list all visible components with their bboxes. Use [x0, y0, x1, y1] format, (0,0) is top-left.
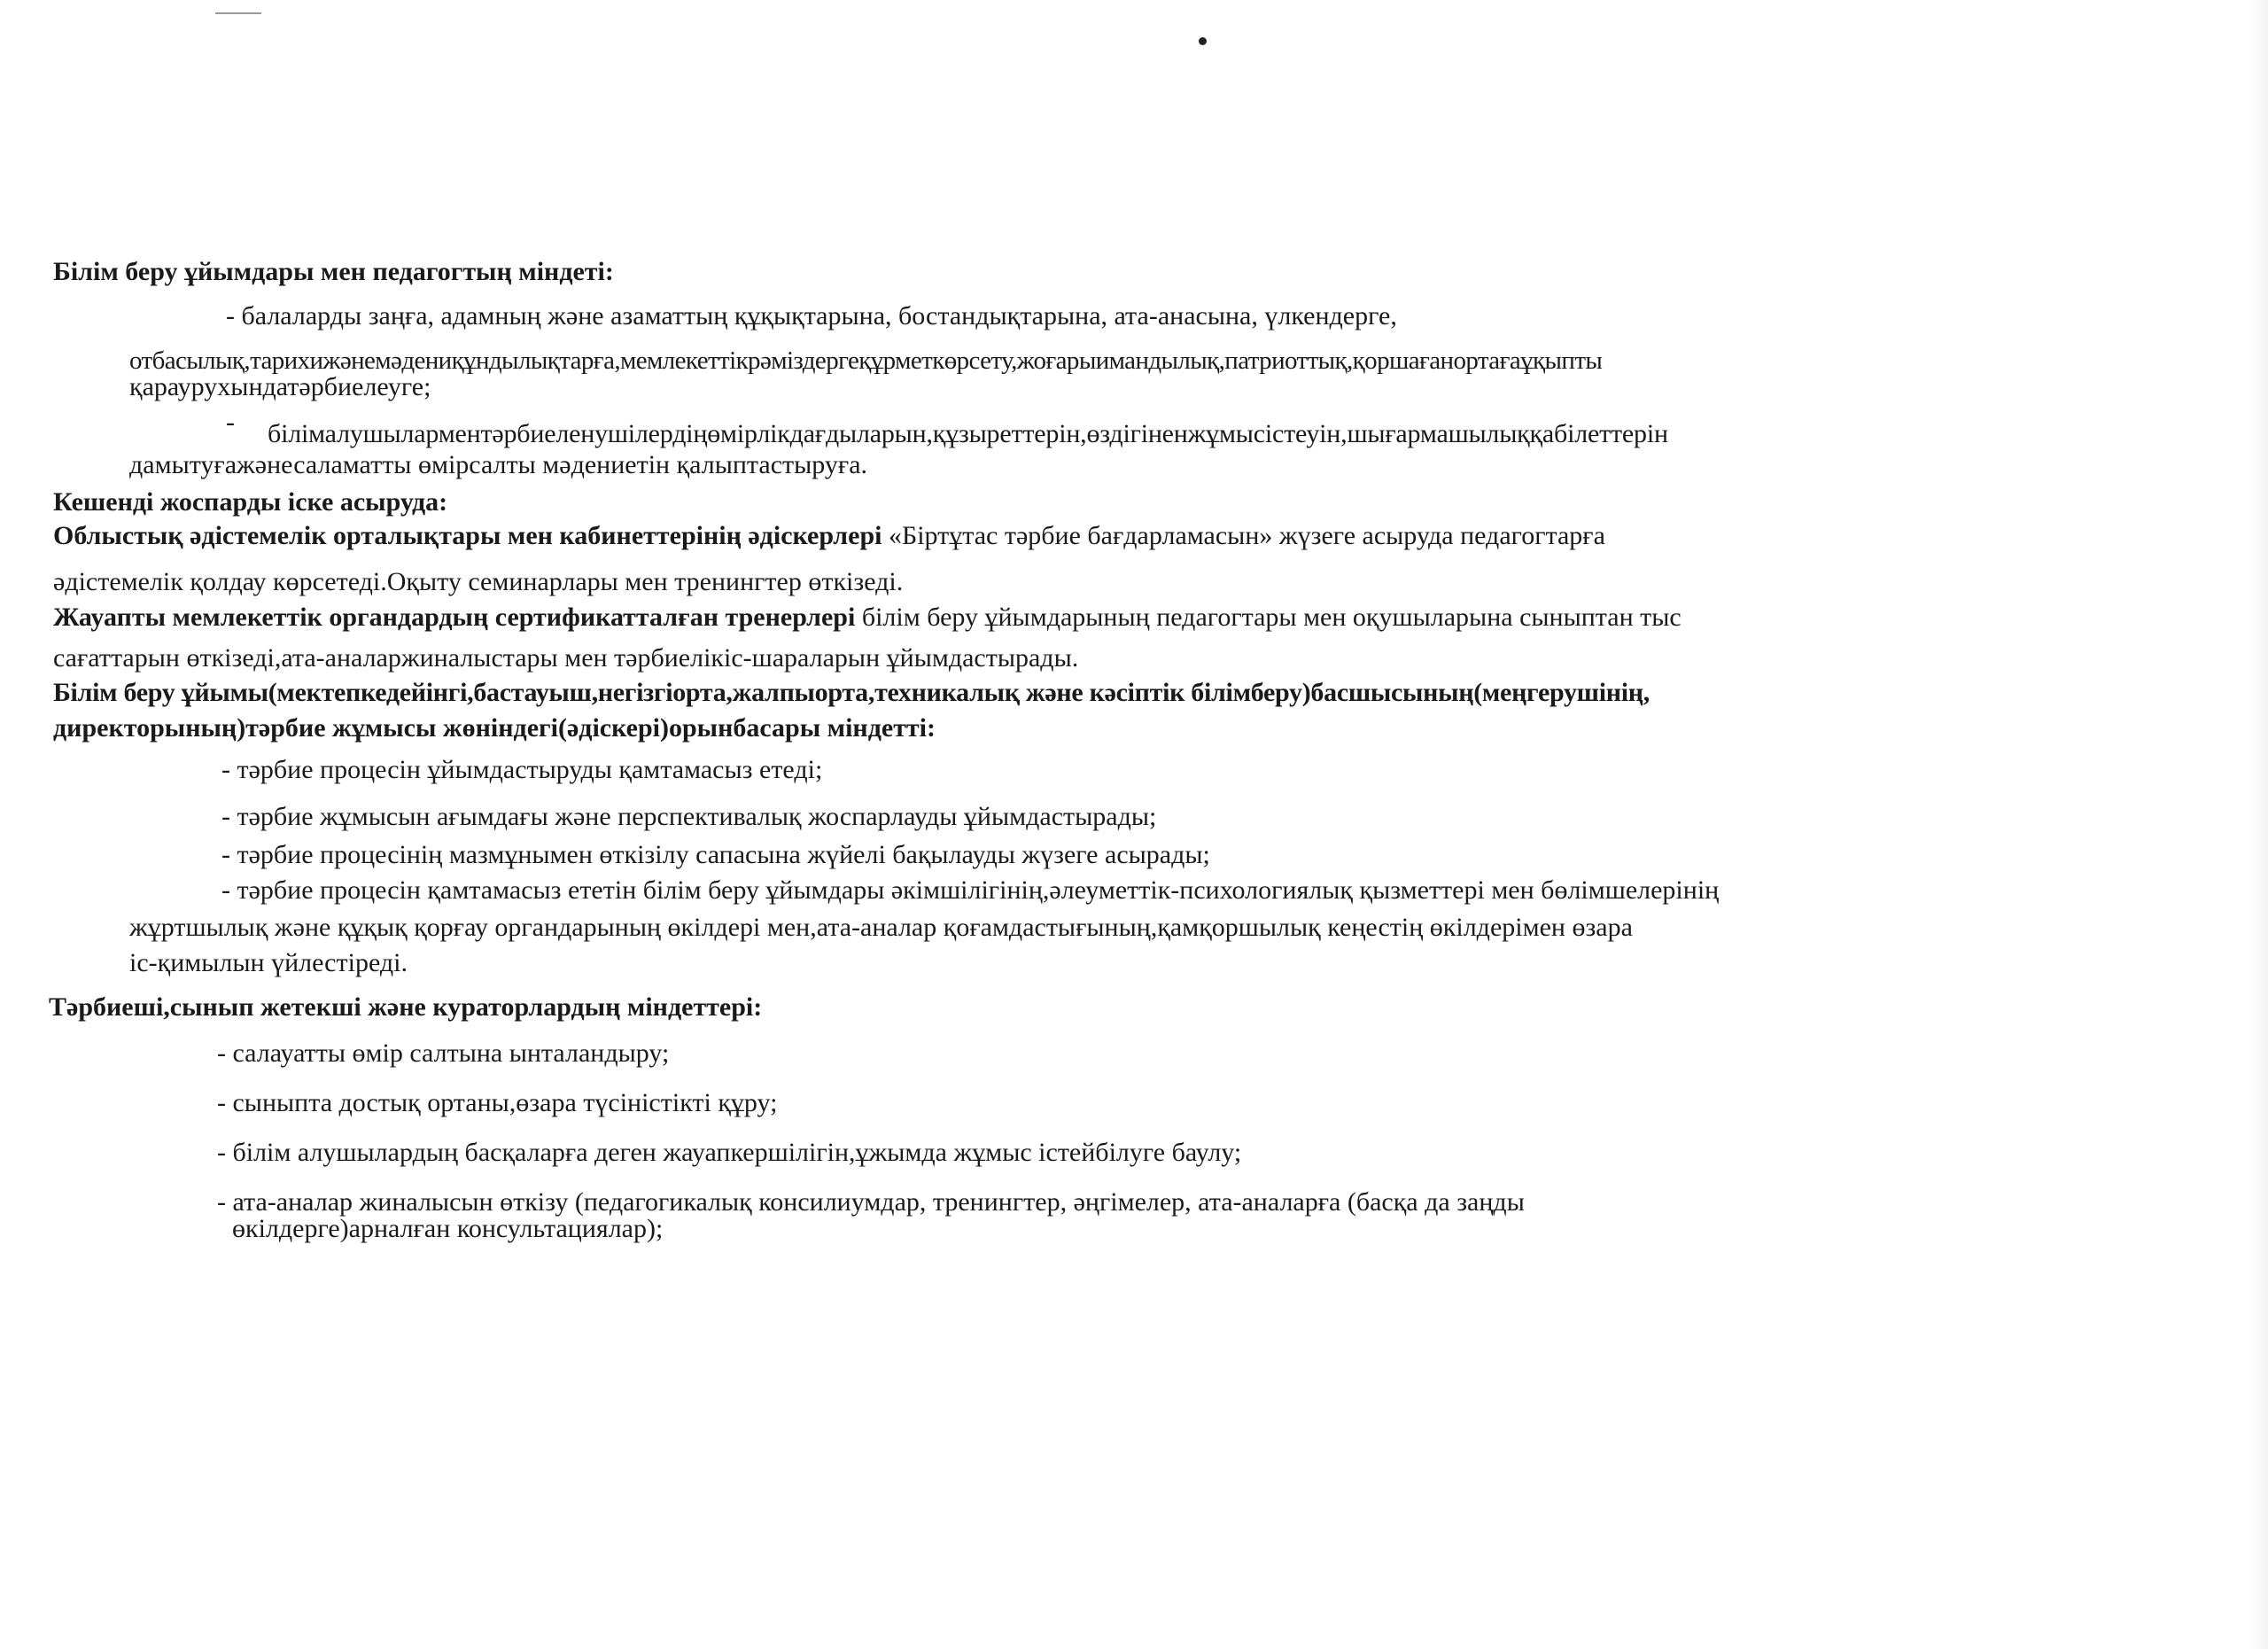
heading-implementation: Кешенді жоспарды іске асыруда:	[53, 487, 448, 517]
scan-artifact	[215, 12, 261, 14]
paragraph-4-line-2: сағаттарын өткізеді,ата-аналаржиналыстары мен тәрбиелікіс-шараларын ұйымдастырады.	[53, 643, 1079, 673]
deputy-duty-2: - тәрбие жұмысын ағымдағы және перспективалық жоспарлауды ұйымдастырады;	[221, 802, 1157, 831]
paragraph-4-bold: Жауапты мемлекеттік органдардың сертификатталған тренерлері	[53, 603, 856, 632]
teacher-duty-1: - салауатты өмір салтына ынталандыру;	[217, 1038, 670, 1068]
paragraph-4-rest: білім беру ұйымдарының педагогтары мен оқушыларына сыныптан тыс	[855, 603, 1682, 632]
scan-dot	[1199, 37, 1207, 45]
paragraph-3-bold: Облыстық әдістемелік орталықтары мен кабинеттерінің әдіскерлері	[53, 521, 882, 550]
paragraph-1-line-1: - балаларды заңға, адамның және азаматтың құқықтарына, бостандықтарына, ата-анасына, үлкендерге,	[226, 301, 1397, 331]
teacher-duty-2: - сыныпта достық ортаны,өзара түсіністікті құру;	[217, 1088, 778, 1117]
deputy-duty-3: - тәрбие процесінің мазмұнымен өткізілу сапасына жүйелі бақылауды жүзеге асырады;	[221, 840, 1210, 869]
teacher-duty-4-line-1: - ата-аналар жиналысын өткізу (педагогикалық консилиумдар, тренингтер, әңгімелер, ата-аналарға (басқа да заңды	[217, 1187, 1525, 1217]
teacher-duty-4-line-2: өкілдерге)арналған консультациялар);	[232, 1214, 664, 1243]
heading-teacher-duties: Тәрбиеші,сынып жетекші және кураторлардың міндеттері:	[49, 992, 763, 1022]
heading-educational-organizations: Білім беру ұйымдары мен педагогтың міндеті:	[53, 257, 614, 286]
deputy-duty-1: - тәрбие процесін ұйымдастыруды қамтамасыз етеді;	[221, 755, 823, 784]
paragraph-3-line-2: әдістемелік қолдау көрсетеді.Оқыту семинарлары мен тренингтер өткізеді.	[53, 567, 904, 596]
paragraph-1-line-3: қараурухындатәрбиелеуге;	[129, 372, 431, 401]
page-edge-shadow	[2249, 0, 2268, 1649]
heading-deputy-director-line-1: Білім беру ұйымы(мектепкедейінгі,бастауыш,негізгіорта,жалпыорта,техникалық және кәсіптік білімберу)басшысының(меңгерушінің,	[53, 678, 1650, 707]
deputy-duty-4-line-3: іс-қимылын үйлестіреді.	[129, 948, 408, 977]
heading-deputy-director-line-2: директорының)тәрбие жұмысы жөніндегі(әдіскері)орынбасары міндетті:	[53, 713, 936, 743]
paragraph-1-line-2: отбасылық,тарихижәнемәдениқұндылықтарға,мемлекеттікрәміздергеқұрметкөрсету,жоғарыимандылық,патриоттық,қоршағанортағаұқыпты	[129, 346, 1603, 375]
paragraph-3-rest: «Біртұтас тәрбие бағдарламасын» жүзеге асыруда педагогтарға	[882, 521, 1605, 550]
deputy-duty-4-line-2: жұртшылық және құқық қорғау органдарының өкілдері мен,ата-аналар қоғамдастығының,қамқоршылық кеңестің өкілдерімен өзара	[129, 913, 1633, 942]
paragraph-4-line-1	[53, 603, 1682, 633]
paragraph-2-dash: -	[226, 408, 235, 437]
paragraph-2-line-2: дамытуғажәнесаламатты өмірсалты мәдениетін қалыптастыруға.	[129, 450, 868, 479]
paragraph-3-line-1	[53, 521, 1605, 551]
teacher-duty-3: - білім алушылардың басқаларға деген жауапкершілігін,ұжымда жұмыс істейбілуге баулу;	[217, 1138, 1242, 1167]
paragraph-2-line-1: білімалушыларментәрбиеленушілердіңөмірлікдағдыларын,құзыреттерін,өздігіненжұмысістеуін,шығармашылыққабілеттерін	[268, 419, 1668, 448]
deputy-duty-4-line-1: - тәрбие процесін қамтамасыз ететін білім беру ұйымдары әкімшілігінің,әлеуметтік-психологиялық қызметтері мен бөлімшелерінің	[221, 875, 1720, 905]
